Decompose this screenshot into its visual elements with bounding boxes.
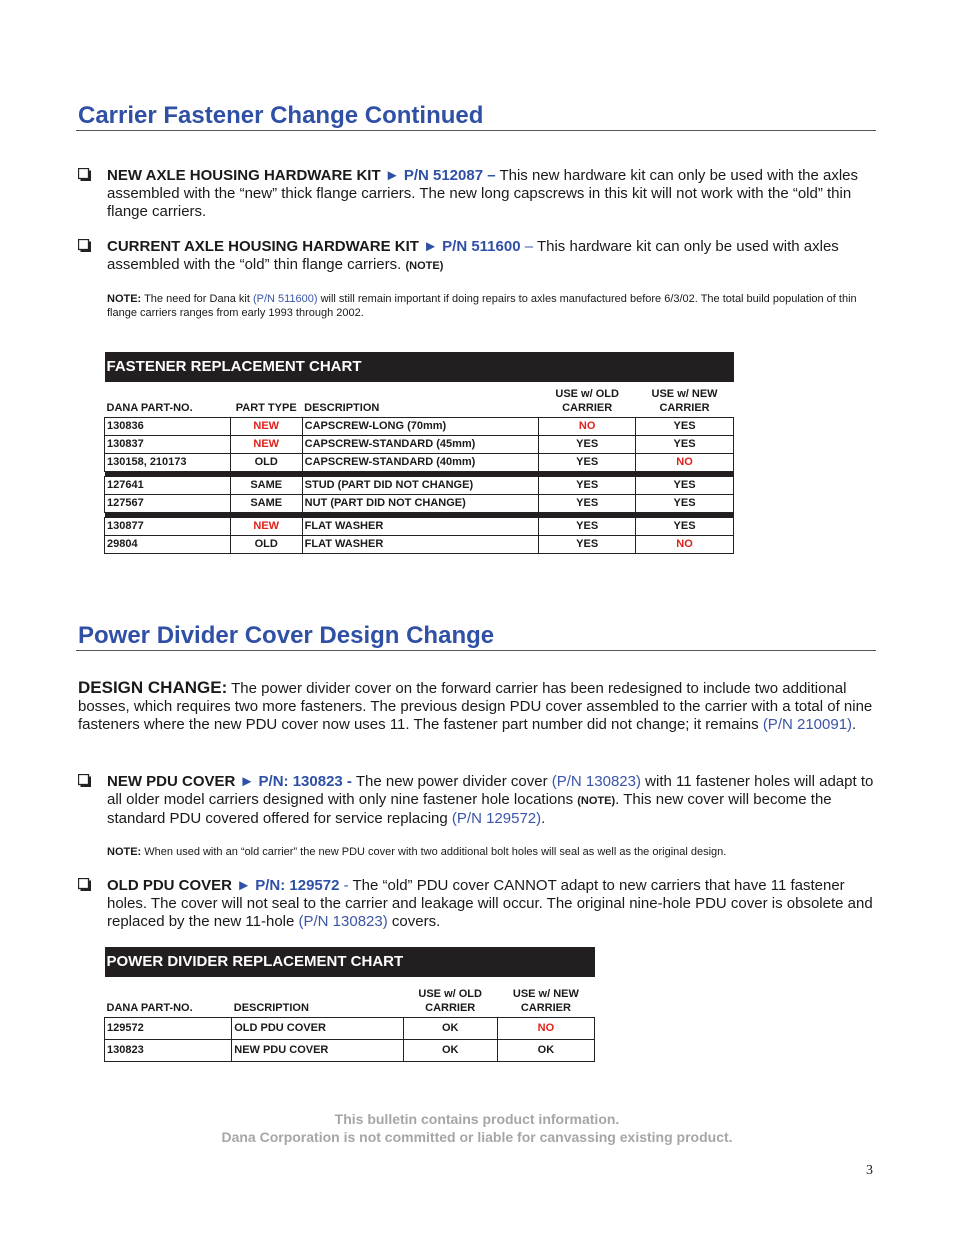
bullet-old-pdu-cover: OLD PDU COVER ► P/N: 129572 - The “old” PDU cover CANNOT adapt to new carriers that have 11 fastener holes. The cover will not seal to the carrier and leakage will occur. The original nine-hole PDU cover is obsolete and replaced by the new 11-hole (P/N 130823) covers. [107,877,873,930]
checkbox-icon [78,168,91,181]
table-cell: CAPSCREW-LONG (70mm) [302,417,539,435]
table-cell: FLAT WASHER [302,535,539,553]
bullet-new-pdu-cover: NEW PDU COVER ► P/N: 130823 - The new power divider cover (P/N 130823) with 11 fastener holes will adapt to all older model carriers designed with only nine fastener hole locations (NOTE). This new cover will become the standard PDU covered offered for service replacing (P/N 129572). [107,773,874,827]
col-header: USE w/ OLD CARRIER [418,987,482,1014]
chart-title: POWER DIVIDER REPLACEMENT CHART [105,947,595,977]
table-cell: YES [539,476,636,494]
table-cell: 127641 [105,476,231,494]
table-cell: SAME [230,494,302,512]
arrow-icon: ► [239,773,255,790]
footer-line-1: This bulletin contains product information. [334,1111,620,1127]
table-cell: 130877 [105,517,231,535]
table-cell: YES [539,453,636,471]
table-cell: YES [539,494,636,512]
table-cell: NO [636,453,734,471]
table-row [105,476,734,494]
arrow-icon: ► [423,238,438,255]
table-cell: OK [497,1039,594,1061]
checkbox-icon [78,239,91,252]
footer-line-2: Dana Corporation is not committed or liable for canvassing existing product. [221,1129,733,1145]
table-cell: YES [636,476,734,494]
title-rule [76,650,876,651]
power-divider-replacement-chart [104,947,595,1062]
table-cell: NEW [230,417,302,435]
table-cell: 130823 [105,1039,232,1061]
table-cell: STUD (PART DID NOT CHANGE) [302,476,539,494]
note-dana-kit: NOTE: The need for Dana kit (P/N 511600) will still remain important if doing repairs to axles manufactured before 6/3/02. The total build population of thin flange carriers ranges from early 1993 through 2002. [107,293,857,319]
section-title-pdu: Power Divider Cover Design Change [78,622,495,649]
table-cell: 130158, 210173 [105,453,231,471]
table-row [105,1039,595,1061]
note-old-carrier: NOTE: When used with an “old carrier” the new PDU cover with two additional bolt holes will seal as well as the original design. [107,846,727,858]
table-cell: NO [539,417,636,435]
table-cell: OK [403,1039,497,1061]
table-cell: SAME [230,476,302,494]
table-cell: NEW [230,435,302,453]
bullet-current-axle-kit: CURRENT AXLE HOUSING HARDWARE KIT ► P/N 511600 – This hardware kit can only be used with axles assembled with the “old” thin flange carriers. (NOTE) [107,238,839,273]
chart-title: FASTENER REPLACEMENT CHART [105,352,734,382]
table-cell: YES [636,494,734,512]
table-cell: YES [539,517,636,535]
checkbox-icon [78,774,91,787]
design-change-paragraph: DESIGN CHANGE: The power divider cover on the forward carrier has been redesigned to include two additional bosses, which requires two more fasteners. The previous design PDU cover assembled to the carrier with a total of nine fasteners where the new PDU cover now uses 11. The fastener part number did not change; it remains (P/N 210091). [78,678,873,733]
table-cell: NO [636,535,734,553]
table-cell: 130837 [105,435,231,453]
table-cell: CAPSCREW-STANDARD (40mm) [302,453,539,471]
table-row [105,417,734,435]
table-row [105,494,734,512]
table-cell: 127567 [105,494,231,512]
table-row [105,1017,595,1039]
table-cell: YES [636,517,734,535]
col-header: USE w/ OLD CARRIER [555,387,619,414]
table-cell: OK [403,1017,497,1039]
table-cell: YES [539,535,636,553]
table-cell: YES [636,435,734,453]
table-cell: CAPSCREW-STANDARD (45mm) [302,435,539,453]
table-row [105,517,734,535]
col-header: DESCRIPTION [233,1001,309,1014]
fastener-replacement-chart [104,352,734,554]
table-cell: 130836 [105,417,231,435]
arrow-icon: ► [236,877,252,894]
table-cell: NUT (PART DID NOT CHANGE) [302,494,539,512]
col-header: DANA PART-NO. [106,401,193,414]
col-header: DESCRIPTION [304,401,380,414]
table-cell: YES [636,417,734,435]
table-cell: OLD [230,535,302,553]
section-title-fastener: Carrier Fastener Change Continued [78,102,484,129]
table-cell: NO [497,1017,594,1039]
bullet-new-axle-kit: NEW AXLE HOUSING HARDWARE KIT ► P/N 512087 – This new hardware kit can only be used with the axles assembled with the “new” thick flange carriers. The new long capscrews in this kit will not work with the “old” thin flange carriers. [107,167,858,220]
table-row [105,453,734,471]
title-rule [76,130,876,131]
table-cell: OLD [230,453,302,471]
table-cell: YES [539,435,636,453]
page-number: 3 [866,1163,873,1178]
col-header: PART TYPE [235,401,297,414]
table-row [105,535,734,553]
col-header: USE w/ NEW CARRIER [651,387,718,414]
table-cell: 29804 [105,535,231,553]
table-cell: OLD PDU COVER [232,1017,403,1039]
table-cell: 129572 [105,1017,232,1039]
checkbox-icon [78,878,91,891]
arrow-icon: ► [384,167,400,184]
table-cell: NEW PDU COVER [232,1039,403,1061]
col-header: USE w/ NEW CARRIER [512,987,579,1014]
table-cell: FLAT WASHER [302,517,539,535]
table-row [105,435,734,453]
table-cell: NEW [230,517,302,535]
col-header: DANA PART-NO. [106,1001,193,1014]
